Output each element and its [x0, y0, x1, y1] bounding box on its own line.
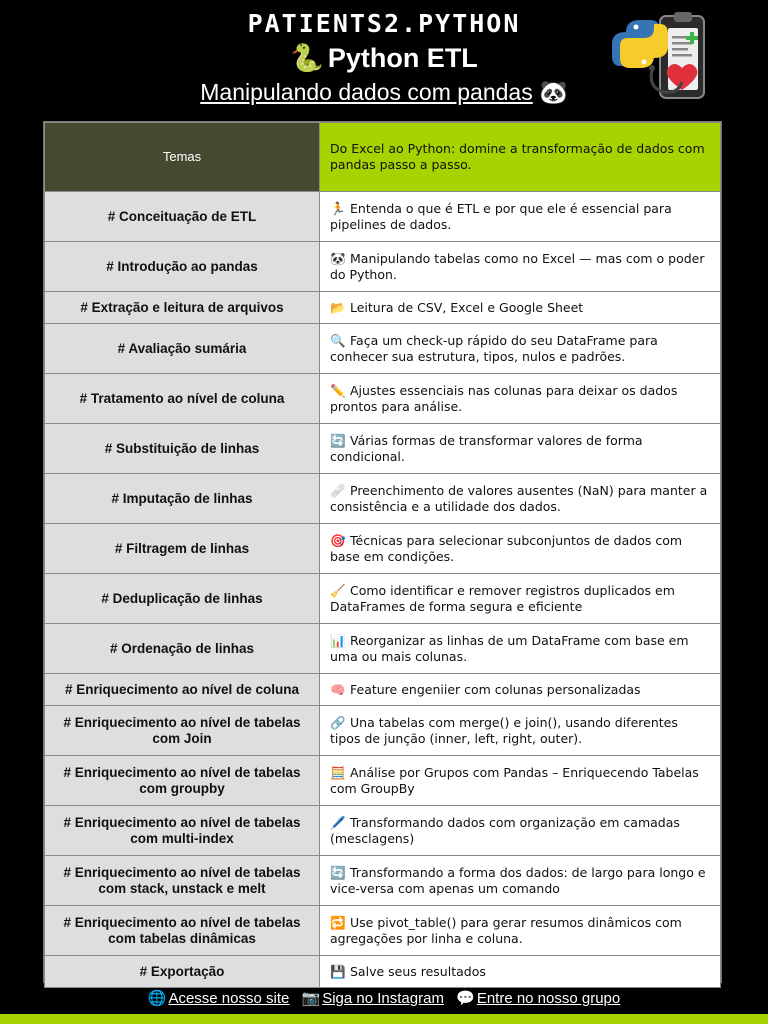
description-cell	[320, 574, 721, 624]
topics-table	[43, 121, 722, 983]
topic-cell: # Avaliação sumária	[45, 324, 320, 374]
description-text: Reorganizar as linhas de um DataFrame com base em uma ou mais colunas.	[330, 632, 689, 664]
table-row	[45, 524, 721, 574]
description-text: Técnicas para selecionar subconjuntos de dados com base em condições.	[330, 532, 683, 564]
topic-cell: # Substituição de linhas	[45, 424, 320, 474]
footer-link-site-label[interactable]: Acesse nosso site	[168, 990, 290, 1007]
topic-cell: # Extração e leitura de arquivos	[45, 292, 320, 324]
description-cell	[320, 906, 721, 956]
table-row	[45, 424, 721, 474]
topic-cell: # Introdução ao pandas	[45, 242, 320, 292]
footer-link-instagram[interactable]	[302, 990, 444, 1007]
topic-cell: # Filtragem de linhas	[45, 524, 320, 574]
description-cell	[320, 242, 721, 292]
description-cell	[320, 324, 721, 374]
description-text: Manipulando tabelas como no Excel — mas com o poder do Python.	[330, 250, 705, 282]
table-row	[45, 292, 721, 324]
description-cell	[320, 424, 721, 474]
row-emoji-icon: 🏃	[330, 200, 346, 216]
brand-wordmark: PATIENTS2.PYTHON	[247, 9, 521, 38]
page-title-text: Python ETL	[327, 43, 478, 73]
topic-cell: # Enriquecimento ao nível de coluna	[45, 674, 320, 706]
description-cell	[320, 474, 721, 524]
table-row	[45, 674, 721, 706]
row-emoji-icon: 🔗	[330, 714, 346, 730]
row-emoji-icon: 🧹	[330, 582, 346, 598]
topic-cell: # Enriquecimento ao nível de tabelas com Join	[45, 706, 320, 756]
footer-link-group-label[interactable]: Entre no nosso grupo	[476, 990, 621, 1007]
description-cell	[320, 524, 721, 574]
row-emoji-icon: 🩹	[330, 482, 346, 498]
description-text: Transformando a forma dos dados: de largo para longo e vice-versa com apenas um comando	[330, 864, 706, 896]
topic-cell: # Enriquecimento ao nível de tabelas com stack, unstack e melt	[45, 856, 320, 906]
description-text: Leitura de CSV, Excel e Google Sheet	[350, 299, 584, 315]
row-emoji-icon: 💾	[330, 963, 346, 979]
description-text: Transformando dados com organização em camadas (mesclagens)	[330, 814, 680, 846]
topic-cell: # Exportação	[45, 956, 320, 988]
description-text: Como identificar e remover registros duplicados em DataFrames de forma segura e eficiente	[330, 582, 675, 614]
header-topics-cell: Temas	[45, 123, 320, 192]
table-row	[45, 956, 721, 988]
footer-link-instagram-label[interactable]: Siga no Instagram	[322, 990, 444, 1007]
camera-icon: 📷	[301, 990, 321, 1007]
table-row	[45, 624, 721, 674]
row-emoji-icon: 🎯	[330, 532, 346, 548]
table-row	[45, 856, 721, 906]
description-cell	[320, 624, 721, 674]
description-text: Preenchimento de valores ausentes (NaN) para manter a consistência e a utilidade dos dados.	[330, 482, 708, 514]
description-cell	[320, 756, 721, 806]
page-subtitle-text: Manipulando dados com pandas	[200, 79, 533, 105]
speech-bubble-icon: 💬	[456, 990, 475, 1007]
table-row	[45, 374, 721, 424]
row-emoji-icon: 🔍	[330, 332, 346, 348]
footer-link-site[interactable]	[148, 990, 290, 1007]
table-row	[45, 906, 721, 956]
description-text: Salve seus resultados	[350, 963, 486, 979]
table-row	[45, 474, 721, 524]
description-cell	[320, 956, 721, 988]
topic-cell: # Imputação de linhas	[45, 474, 320, 524]
table-row	[45, 574, 721, 624]
table-row	[45, 242, 721, 292]
description-text: Entenda o que é ETL e por que ele é essencial para pipelines de dados.	[330, 200, 672, 232]
table-row	[45, 706, 721, 756]
table-row	[45, 192, 721, 242]
description-text: Use pivot_table() para gerar resumos dinâmicos com agregações por linha e coluna.	[330, 914, 682, 946]
topic-cell: # Ordenação de linhas	[45, 624, 320, 674]
row-emoji-icon: 🧠	[330, 681, 346, 697]
description-cell	[320, 856, 721, 906]
row-emoji-icon: 🖊️	[330, 814, 346, 830]
description-text: Análise por Grupos com Pandas – Enriquecendo Tabelas com GroupBy	[330, 764, 699, 796]
footer-links	[0, 989, 768, 1007]
row-emoji-icon: 📊	[330, 632, 346, 648]
description-cell	[320, 374, 721, 424]
row-emoji-icon: 🐼	[330, 250, 346, 266]
description-text: Feature engeniier com colunas personalizadas	[350, 681, 641, 697]
table-row	[45, 806, 721, 856]
row-emoji-icon: 🔁	[330, 914, 346, 930]
topic-cell: # Conceituação de ETL	[45, 192, 320, 242]
snake-icon: 🐍	[290, 43, 324, 73]
description-cell	[320, 292, 721, 324]
page-header	[0, 0, 768, 120]
description-text: Faça um check-up rápido do seu DataFrame para conhecer sua estrutura, tipos, nulos e padrões.	[330, 332, 658, 364]
row-emoji-icon: 📂	[330, 299, 346, 315]
description-cell	[320, 674, 721, 706]
panda-icon: 🐼	[539, 79, 568, 105]
topic-cell: # Enriquecimento ao nível de tabelas com groupby	[45, 756, 320, 806]
row-emoji-icon: ✏️	[330, 382, 346, 398]
topic-cell: # Tratamento ao nível de coluna	[45, 374, 320, 424]
table-row	[45, 324, 721, 374]
description-cell	[320, 192, 721, 242]
footer-link-group[interactable]	[456, 990, 620, 1007]
description-text: Ajustes essenciais nas colunas para deixar os dados prontos para análise.	[330, 382, 678, 414]
table-row	[45, 756, 721, 806]
table-header-row	[45, 123, 721, 192]
python-clipboard-logo-icon	[612, 10, 712, 106]
accent-bar	[0, 1014, 768, 1024]
topic-cell: # Enriquecimento ao nível de tabelas com tabelas dinâmicas	[45, 906, 320, 956]
topic-cell: # Enriquecimento ao nível de tabelas com multi-index	[45, 806, 320, 856]
topic-cell: # Deduplicação de linhas	[45, 574, 320, 624]
description-text: Una tabelas com merge() e join(), usando diferentes tipos de junção (inner, left, right, outer).	[330, 714, 678, 746]
row-emoji-icon: 🧮	[330, 764, 346, 780]
description-cell	[320, 706, 721, 756]
row-emoji-icon: 🔄	[330, 432, 346, 448]
header-description-cell: Do Excel ao Python: domine a transformação de dados com pandas passo a passo.	[320, 123, 721, 192]
globe-icon: 🌐	[147, 990, 167, 1007]
description-cell	[320, 806, 721, 856]
description-text: Várias formas de transformar valores de forma condicional.	[330, 432, 643, 464]
row-emoji-icon: 🔄	[330, 864, 346, 880]
